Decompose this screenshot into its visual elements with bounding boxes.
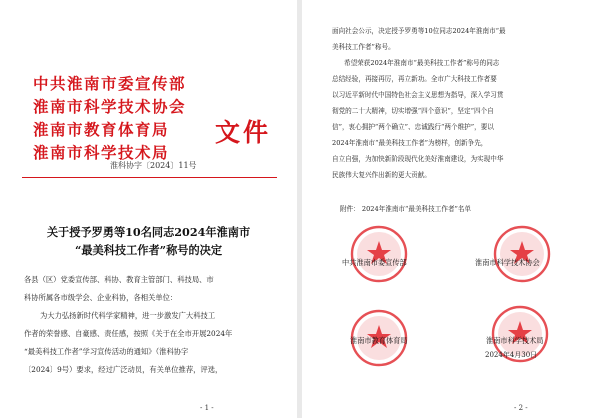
- org-name: 中共淮南市委宣传部: [342, 258, 407, 267]
- page-number: - 2 -: [514, 404, 528, 412]
- body-line: 信”，衷心拥护“两个确立”、忠诚践行“两个维护”，要以: [332, 123, 494, 131]
- body-line: 总结经验，再接再厉，再立新功。全市广大科技工作者要: [332, 75, 497, 83]
- document-page-1: [0, 0, 297, 418]
- org-name: 淮南市教育体育局: [350, 336, 408, 345]
- body-line: 自立自强，为加快新阶段现代化美好淮南建设，为实现中华: [332, 155, 504, 163]
- official-seal-icon: [344, 224, 414, 284]
- issuer-line-2: 淮南市科学技术协会: [33, 97, 187, 116]
- document-title-line-1: 关于授予罗勇等10名同志2024年淮南市: [46, 225, 251, 239]
- document-page-2: [302, 0, 600, 418]
- body-line: 民族伟大复兴作出新的更大贡献。: [332, 171, 431, 179]
- document-number: 淮科协字〔2024〕11号: [110, 161, 197, 170]
- attachment-line: 附件： 2024年淮南市“最美科技工作者”名单: [340, 205, 472, 213]
- body-line: 美科技工作者”称号。: [332, 43, 395, 51]
- body-line: 面向社会公示，决定授予罗勇等10位同志2024年淮南市“最: [332, 27, 506, 35]
- body-line: 科协所属各市级学会、企业科协，各相关单位：: [24, 293, 178, 302]
- issuer-line-4: 淮南市科学技术局: [33, 143, 170, 162]
- issuer-line-1: 中共淮南市委宣传部: [33, 74, 187, 93]
- page-number: - 1 -: [200, 404, 214, 412]
- body-line: 希望荣获2024年淮南市“最美科技工作者”称号的同志: [344, 59, 500, 67]
- official-seal-icon: [487, 224, 557, 284]
- body-line: 以习近平新时代中国特色社会主义思想为指导，深入学习贯: [332, 91, 504, 99]
- issuer-line-3: 淮南市教育体育局: [33, 120, 170, 139]
- document-date: 2024年4月30日: [485, 351, 538, 359]
- org-name: 淮南市科学技术协会: [475, 258, 540, 267]
- body-line: 2024年淮南市“最美科技工作者”为榜样，创新争先，: [332, 139, 488, 147]
- body-line: 彻党的二十大精神，切实增强“四个意识”，坚定“四个自: [332, 107, 494, 115]
- org-name: 淮南市科学技术局: [486, 336, 544, 345]
- body-line: 为大力弘扬新时代科学家精神，进一步激发广大科技工: [40, 311, 216, 320]
- body-line: “最美科技工作者”学习宣传活动的通知》（淮科协字: [24, 347, 189, 356]
- body-line: 作者的荣誉感、自豪感、责任感，按照《关于在全市开展2024年: [24, 329, 233, 338]
- red-divider: [22, 177, 277, 178]
- body-line: 〔2024〕9号）要求，经过广泛动员，有关单位推荐，评选，: [24, 365, 223, 374]
- document-mark: 文件: [215, 118, 272, 147]
- document-title-line-2: “最美科技工作者”称号的决定: [74, 243, 223, 257]
- body-line: 各县（区）党委宣传部、科协、教育主管部门、科技局、市: [24, 275, 214, 284]
